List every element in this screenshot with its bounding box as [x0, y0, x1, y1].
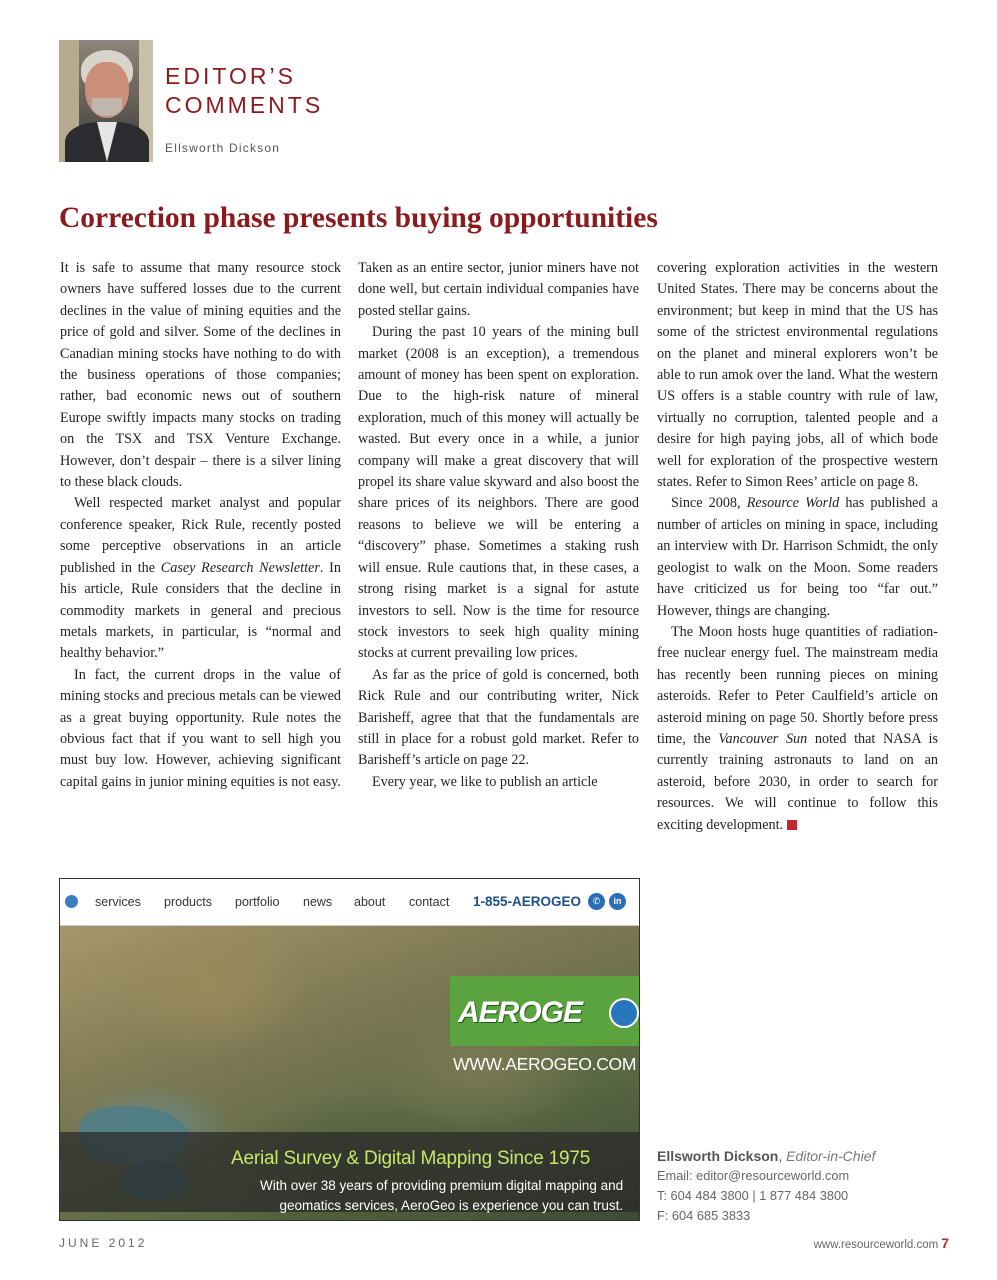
paragraph: In fact, the current drops in the value of mining stocks and precious metals can be viewed as a great buying opportunity. Rule notes the obvious fact that if you want to sell high you must buy low. However, achieving significant capital gains in junior mining equities is not easy. — [60, 666, 341, 790]
ad-aerial-map — [60, 926, 639, 1220]
article-column-3 — [657, 258, 938, 836]
paragraph: The Moon hosts huge quantities of radiation-free nuclear energy fuel. The mainstream media has recently been running pieces on mining asteroids. Refer to Peter Caulfield’s article on asteroid mining on page 50. Shortly before press time, the Vancouver Sun noted that NASA is currently training astronauts to land on an asteroid, before 2030, in order to search for resources. We will continue to follow this exciting development. — [657, 623, 938, 833]
aerogeo-advertisement[interactable] — [59, 878, 640, 1221]
paragraph: As far as the price of gold is concerned, both Rick Rule and our contributing writer, Nick Barisheff, agree that that the fundamentals are still in place for a robust gold market. Refer to Barisheff’s article on page 22. — [358, 666, 639, 769]
editor-contact: Ellsworth Dickson, Editor-in-Chief Email: editor@resourceworld.com T: 604 484 3800 | 1 877 484 3800 F: 604 685 3833 — [657, 1146, 875, 1226]
editor-name: Ellsworth Dickson — [657, 1148, 779, 1164]
paragraph: Taken as an entire sector, junior miners have not done well, but certain individual companies have posted stellar gains. — [358, 260, 639, 319]
paragraph: It is safe to assume that many resource stock owners have suffered losses due to the current declines in the value of mining equities and the price of gold and silver. Some of the declines in Canadian mining stocks have nothing to do with the business operations of those companies; rather, bad economic news out of southern Europe swiftly impacts many stocks on trading on the TSX and TSX Venture Exchange. However, don’t despair – there is a silver lining to these black clouds. — [60, 260, 341, 491]
paragraph: Since 2008, Resource World has published a number of articles on mining in space, including an interview with Dr. Harrison Schmidt, the only geologist to walk on the Moon. Some readers have criticized us for being too “far out.” However, things are changing. — [657, 495, 938, 619]
section-title-line1: EDITOR’S — [165, 63, 296, 89]
paragraph: During the past 10 years of the mining bull market (2008 is an exception), a tremendous amount of money has been spent on exploration. Due to the high-risk nature of mineral exploration, much of this money will actually be wasted. But every once in a while, a junior company will make a great discovery that will propel its share value skyward and also boost the share prices of its neighbors. There are good reasons to believe we will be entering a “discovery” phase. Sometimes a staking rush will ensue. Rule cautions that, in these cases, a strong rising market is a signal for astute investors to sell. Now is the time for resource stock investors to seek high quality mining stocks at current prevailing low prices. — [358, 324, 639, 662]
headline: Correction phase presents buying opportunities — [59, 202, 658, 234]
editor-title: Editor-in-Chief — [786, 1148, 876, 1164]
logo-globe-icon — [609, 998, 639, 1028]
ad-nav-services[interactable]: services — [95, 895, 141, 909]
section-title-line2: COMMENTS — [165, 92, 324, 118]
ad-nav-about[interactable]: about — [354, 895, 386, 909]
article-column-1 — [60, 258, 341, 793]
footer-site — [814, 1235, 949, 1251]
section-title — [165, 62, 323, 120]
paragraph: Well respected market analyst and popular conference speaker, Rick Rule, recently posted some perceptive observations in an article published in the Casey Research Newsletter. In his article, Rule considers that the decline in commodity markets in general and precious metals markets, in particular, is “normal and healthy behavior.” — [60, 495, 341, 662]
linkedin-icon[interactable]: in — [609, 893, 626, 910]
ad-nav-news[interactable]: news — [303, 895, 333, 909]
end-mark-icon — [787, 820, 797, 830]
editor-phone: T: 604 484 3800 | 1 877 484 3800 — [657, 1188, 849, 1203]
phone-icon[interactable]: ✆ — [588, 893, 605, 910]
editor-fax: F: 604 685 3833 — [657, 1208, 751, 1223]
ad-nav-contact[interactable]: contact — [409, 895, 450, 909]
ad-url[interactable]: WWW.AEROGEO.COM — [453, 1054, 637, 1074]
ad-nav-portfolio[interactable]: portfolio — [235, 895, 280, 909]
ad-tagline: Aerial Survey & Digital Mapping Since 1975 — [231, 1148, 591, 1169]
globe-icon — [65, 895, 78, 908]
ad-nav-bar — [60, 879, 639, 926]
ad-phone[interactable]: 1-855-AEROGEO — [473, 894, 582, 909]
paragraph: covering exploration activities in the western United States. There may be concerns about the environment; but keep in mind that the US has some of the strictest environmental regulations on the planet and mineral explorers won’t be able to run amok over the land. What the western US offers is a stable country with rule of law, virtually no corruption, talented people and a desire for high paying jobs, all of which bode well for exploration of the prospective western states. Refer to Simon Rees’ article on page 8. — [657, 260, 938, 491]
ad-description: With over 38 years of providing premium digital mapping and geomatics services, AeroGeo is experience you can trust. — [260, 1178, 624, 1213]
author-photo — [59, 40, 153, 162]
ad-nav-products[interactable]: products — [164, 895, 212, 909]
aerogeo-logo: AEROGE — [458, 996, 583, 1029]
page-number: 7 — [941, 1235, 949, 1251]
byline: Ellsworth Dickson — [165, 141, 281, 155]
site-url[interactable]: www.resourceworld.com — [813, 1239, 939, 1251]
paragraph: Every year, we like to publish an article — [372, 773, 598, 790]
issue-date: JUNE 2012 — [59, 1236, 148, 1250]
article-column-2 — [358, 258, 639, 793]
editor-email[interactable]: Email: editor@resourceworld.com — [657, 1168, 850, 1183]
